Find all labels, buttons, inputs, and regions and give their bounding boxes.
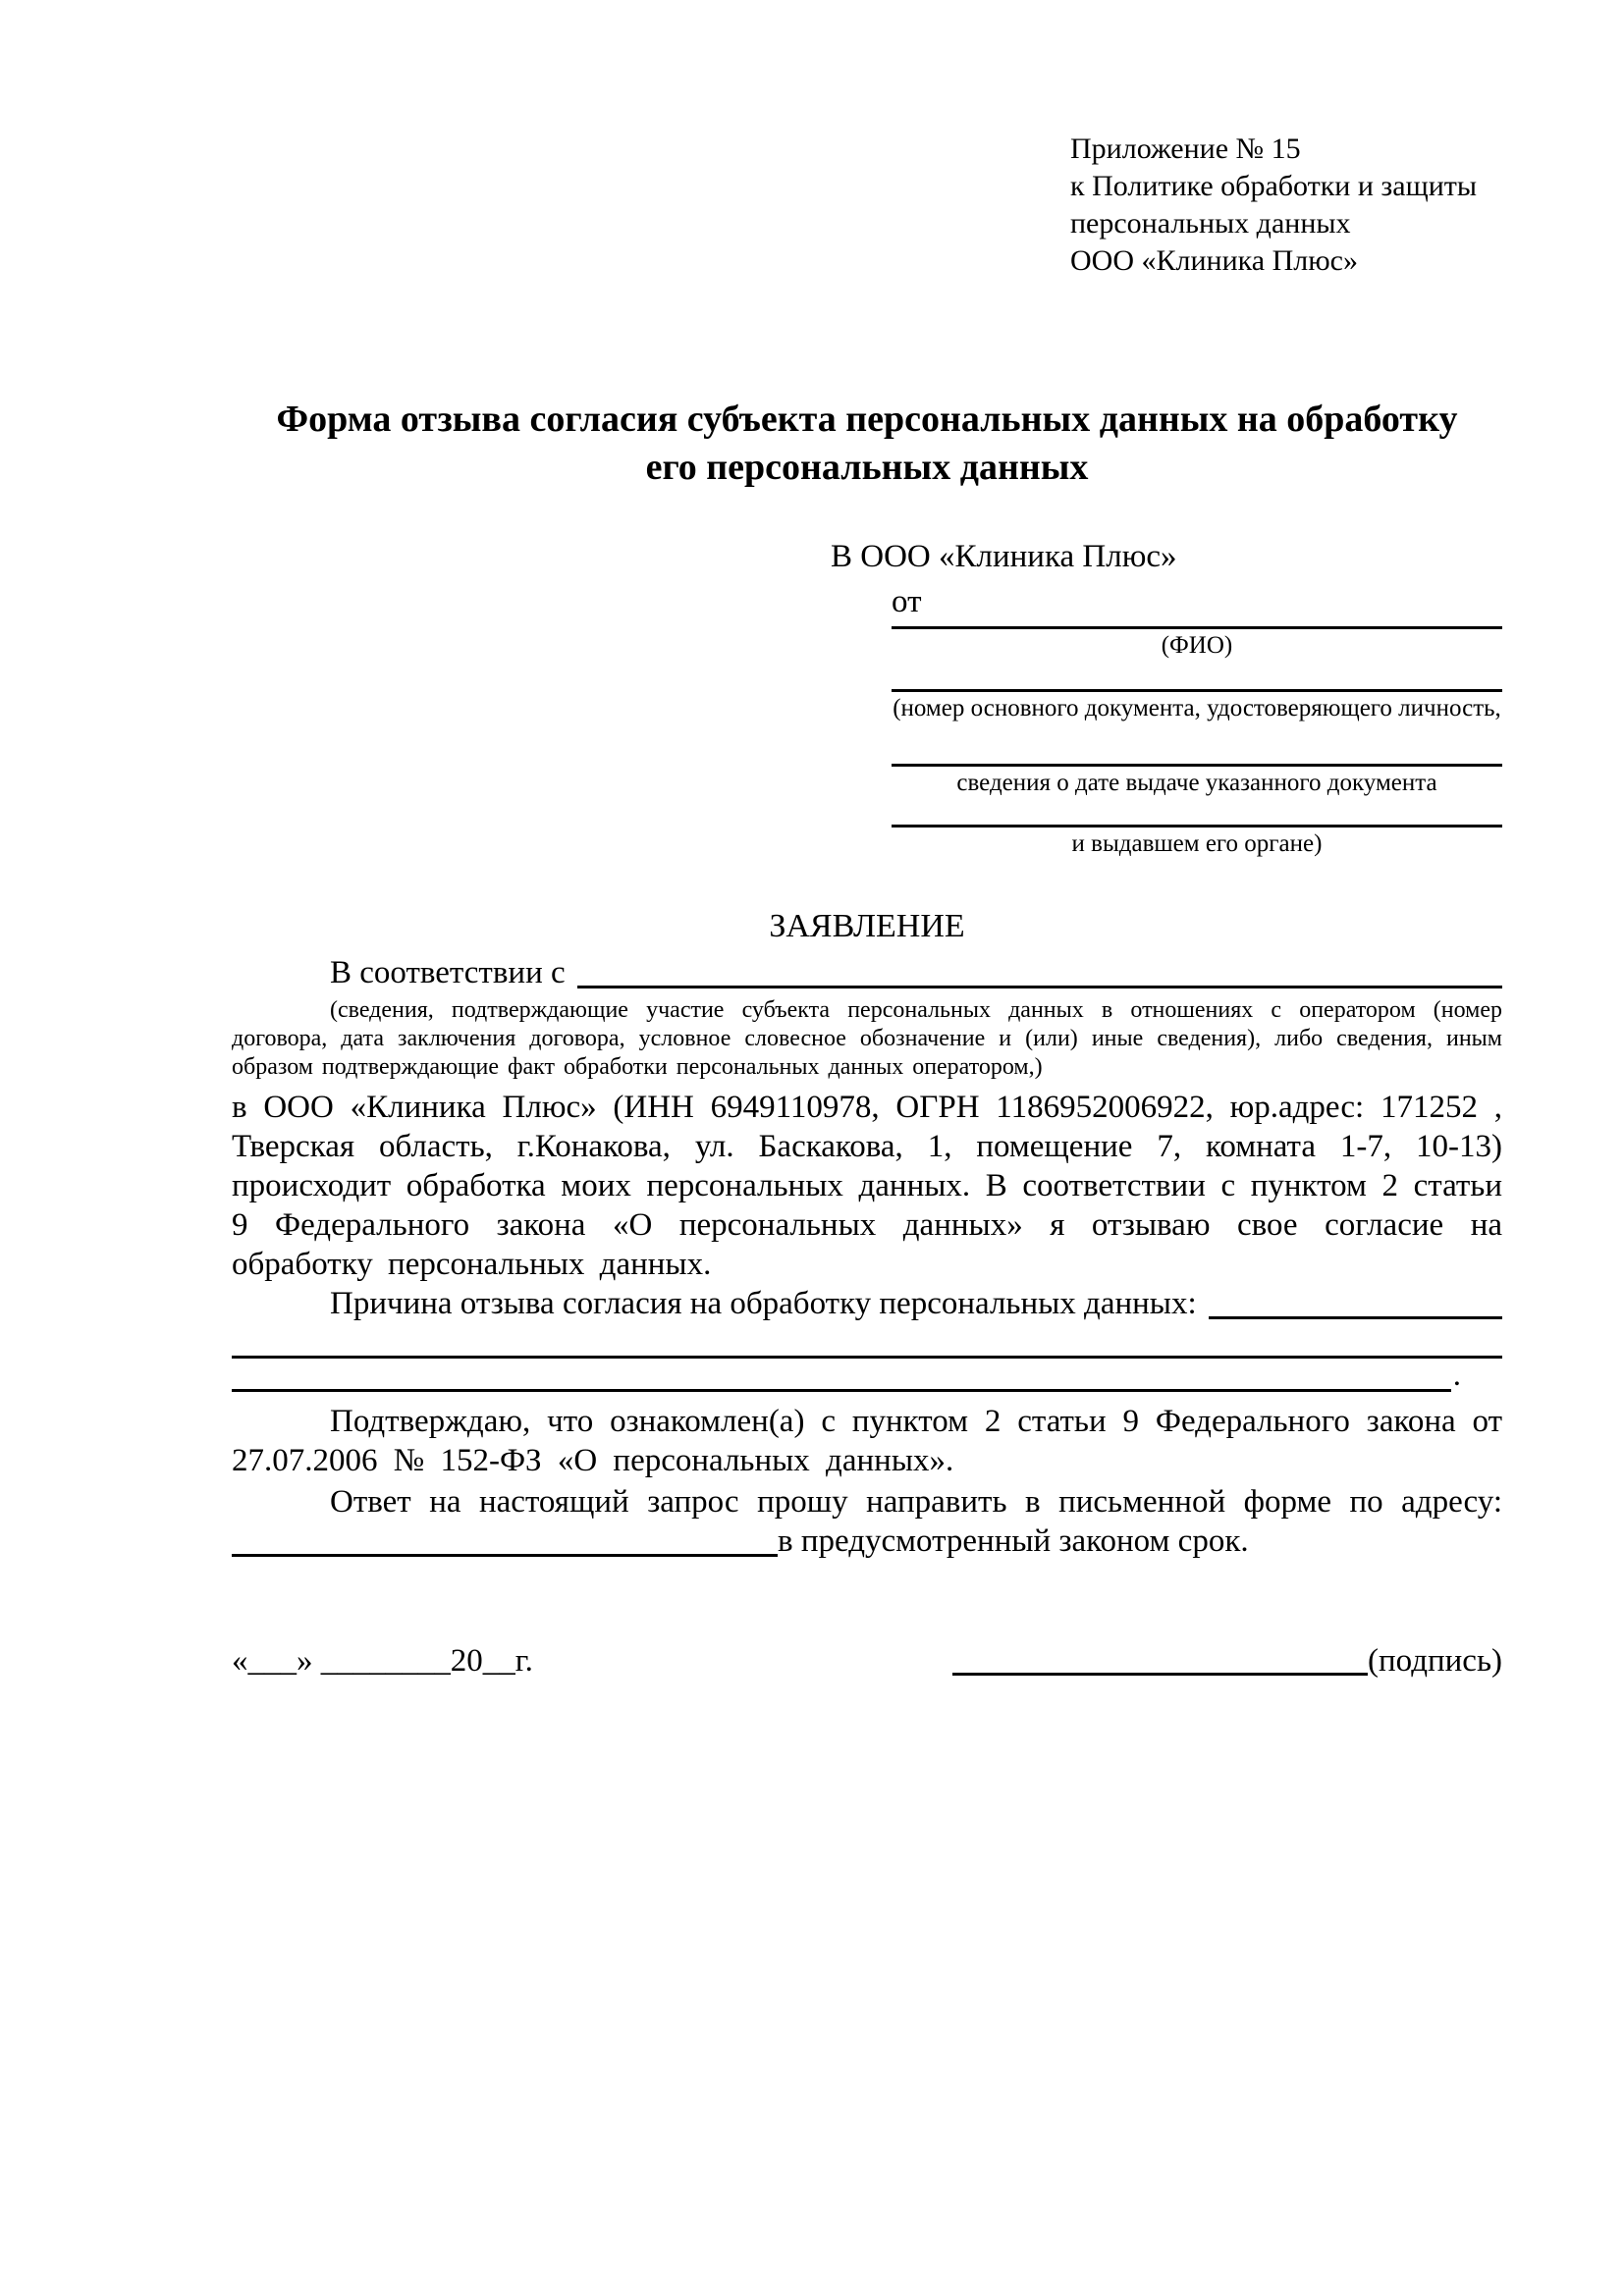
- document-number-caption: (номер основного документа, удостоверяющего личность,: [893, 695, 1501, 721]
- title-line: Форма отзыва согласия субъекта персональных данных на обработку: [276, 399, 1458, 440]
- reason-blank-line-2: [232, 1323, 1502, 1359]
- appendix-header: [1070, 131, 1502, 280]
- fio-blank-line: [892, 621, 1502, 629]
- intro-footnote: (сведения, подтверждающие участие субъекта персональных данных в отношениях с оператором (номер договора, дата заключения договора, условное словесное обозначение и (или) иные сведения), либо сведения, иным образом подтверждающие факт обработки персональных данных оператором,): [232, 997, 1502, 1080]
- issuing-authority-field: [892, 800, 1502, 861]
- reason-period: .: [1452, 1358, 1461, 1393]
- appendix-note-line: ООО «Клиника Плюс»: [1070, 244, 1358, 277]
- intro-label: В соответствии с: [330, 955, 566, 990]
- statement-body: в ООО «Клиника Плюс» (ИНН 6949110978, ОГРН 1186952006922, юр.адрес: 171252 , Тверская область, г.Конакова, ул. Баскакова, 1, помещение 7, комната 1-7, 10-13) происходит обработка моих персональных данных. В соответствии с пунктом 2 статьи 9 Федерального закона «О персональных данных» я отзываю свое согласие на обработку персональных данных.: [232, 1090, 1502, 1282]
- fio-field: [892, 621, 1502, 663]
- appendix-note-line: к Политике обработки и защиты: [1070, 170, 1478, 202]
- from-label: от: [892, 584, 922, 619]
- response-tail-text: в предусмотренный законом срок.: [778, 1523, 1249, 1559]
- response-tail-row: [232, 1522, 1502, 1561]
- response-request-paragraph: Ответ на настоящий запрос прошу направить в письменной форме по адресу:: [330, 1484, 1502, 1520]
- appendix-note-line: персональных данных: [1070, 207, 1351, 240]
- issue-date-field: [892, 725, 1502, 800]
- statement-intro-row: [232, 953, 1502, 992]
- issue-date-blank-line: [892, 725, 1502, 767]
- document-title: [232, 396, 1502, 492]
- reason-row: [232, 1284, 1502, 1323]
- confirmation-paragraph: Подтверждаю, что ознакомлен(а) с пунктом 2 статьи 9 Федерального закона от 27.07.2006 № 152-ФЗ «О персональных данных».: [232, 1404, 1502, 1478]
- intro-blank-line: [577, 986, 1502, 988]
- reason-blank-line-3: [232, 1359, 1502, 1392]
- issuing-authority-caption: и выдавшем его органе): [1071, 830, 1323, 857]
- statement-heading: ЗАЯВЛЕНИЕ: [769, 908, 965, 944]
- document-number-field: [892, 663, 1502, 725]
- issuing-authority-blank-line: [892, 800, 1502, 828]
- reason-blank-line-3-rule: [232, 1389, 1451, 1392]
- addressee-block: [831, 537, 1502, 861]
- addressee-company: В ООО «Клиника Плюс»: [831, 539, 1177, 574]
- date-blank: «___» ________20__г.: [232, 1643, 533, 1679]
- appendix-note-line: Приложение № 15: [1070, 133, 1301, 165]
- reason-blank-line: [1209, 1316, 1502, 1319]
- fio-caption: (ФИО): [1161, 632, 1233, 659]
- signature-caption: (подпись): [1368, 1643, 1502, 1679]
- date-signature-row: [232, 1641, 1502, 1681]
- title-line: его персональных данных: [645, 447, 1089, 488]
- signature-blank-line: [952, 1673, 1368, 1676]
- document-number-blank-line: [892, 663, 1502, 692]
- address-blank-line: [232, 1554, 778, 1557]
- issue-date-caption: сведения о дате выдаче указанного документа: [956, 770, 1437, 796]
- signature-group: [952, 1641, 1502, 1681]
- reason-label: Причина отзыва согласия на обработку персональных данных:: [330, 1286, 1197, 1321]
